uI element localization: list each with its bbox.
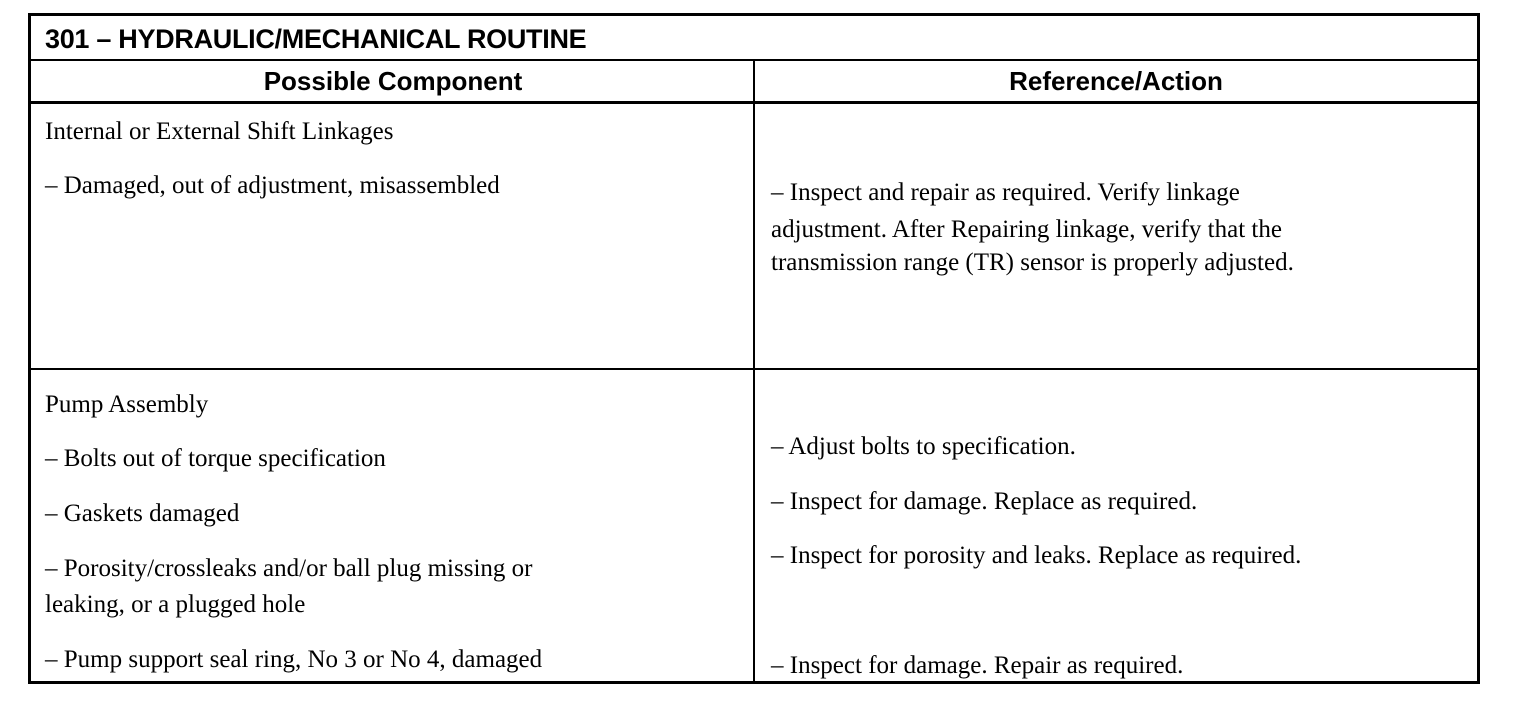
header-reference-action: Reference/Action bbox=[1009, 66, 1223, 96]
component-porosity-line-2: leaking, or a plugged hole bbox=[45, 591, 306, 618]
action-inspect-seal-ring: – Inspect for damage. Repair as required. bbox=[771, 652, 1184, 679]
action-inspect-porosity: – Inspect for porosity and leaks. Replace as required. bbox=[771, 542, 1302, 569]
column-divider bbox=[753, 61, 755, 681]
section-heading-pump-assembly: Pump Assembly bbox=[45, 391, 209, 418]
component-bolts-torque: – Bolts out of torque specification bbox=[45, 445, 386, 472]
table-title-row bbox=[31, 16, 1477, 61]
action-linkage-line-1: – Inspect and repair as required. Verify linkage bbox=[771, 179, 1240, 206]
action-linkage-line-3: transmission range (TR) sensor is properly adjusted. bbox=[771, 249, 1294, 276]
component-linkage-damaged: – Damaged, out of adjustment, misassembled bbox=[45, 172, 500, 199]
action-adjust-bolts: – Adjust bolts to specification. bbox=[771, 433, 1076, 460]
header-possible-component: Possible Component bbox=[263, 66, 523, 96]
table-title: 301 – HYDRAULIC/MECHANICAL ROUTINE bbox=[45, 24, 587, 54]
component-gaskets-damaged: – Gaskets damaged bbox=[45, 500, 240, 527]
action-inspect-gaskets: – Inspect for damage. Replace as required. bbox=[771, 488, 1198, 515]
section-divider bbox=[31, 368, 1477, 370]
component-porosity-line-1: – Porosity/crossleaks and/or ball plug missing or bbox=[45, 555, 533, 582]
diagnostic-table bbox=[28, 13, 1480, 684]
section-heading-shift-linkages: Internal or External Shift Linkages bbox=[45, 118, 394, 145]
action-linkage-line-2: adjustment. After Repairing linkage, verify that the bbox=[771, 216, 1282, 243]
component-seal-ring: – Pump support seal ring, No 3 or No 4, damaged bbox=[45, 646, 543, 673]
